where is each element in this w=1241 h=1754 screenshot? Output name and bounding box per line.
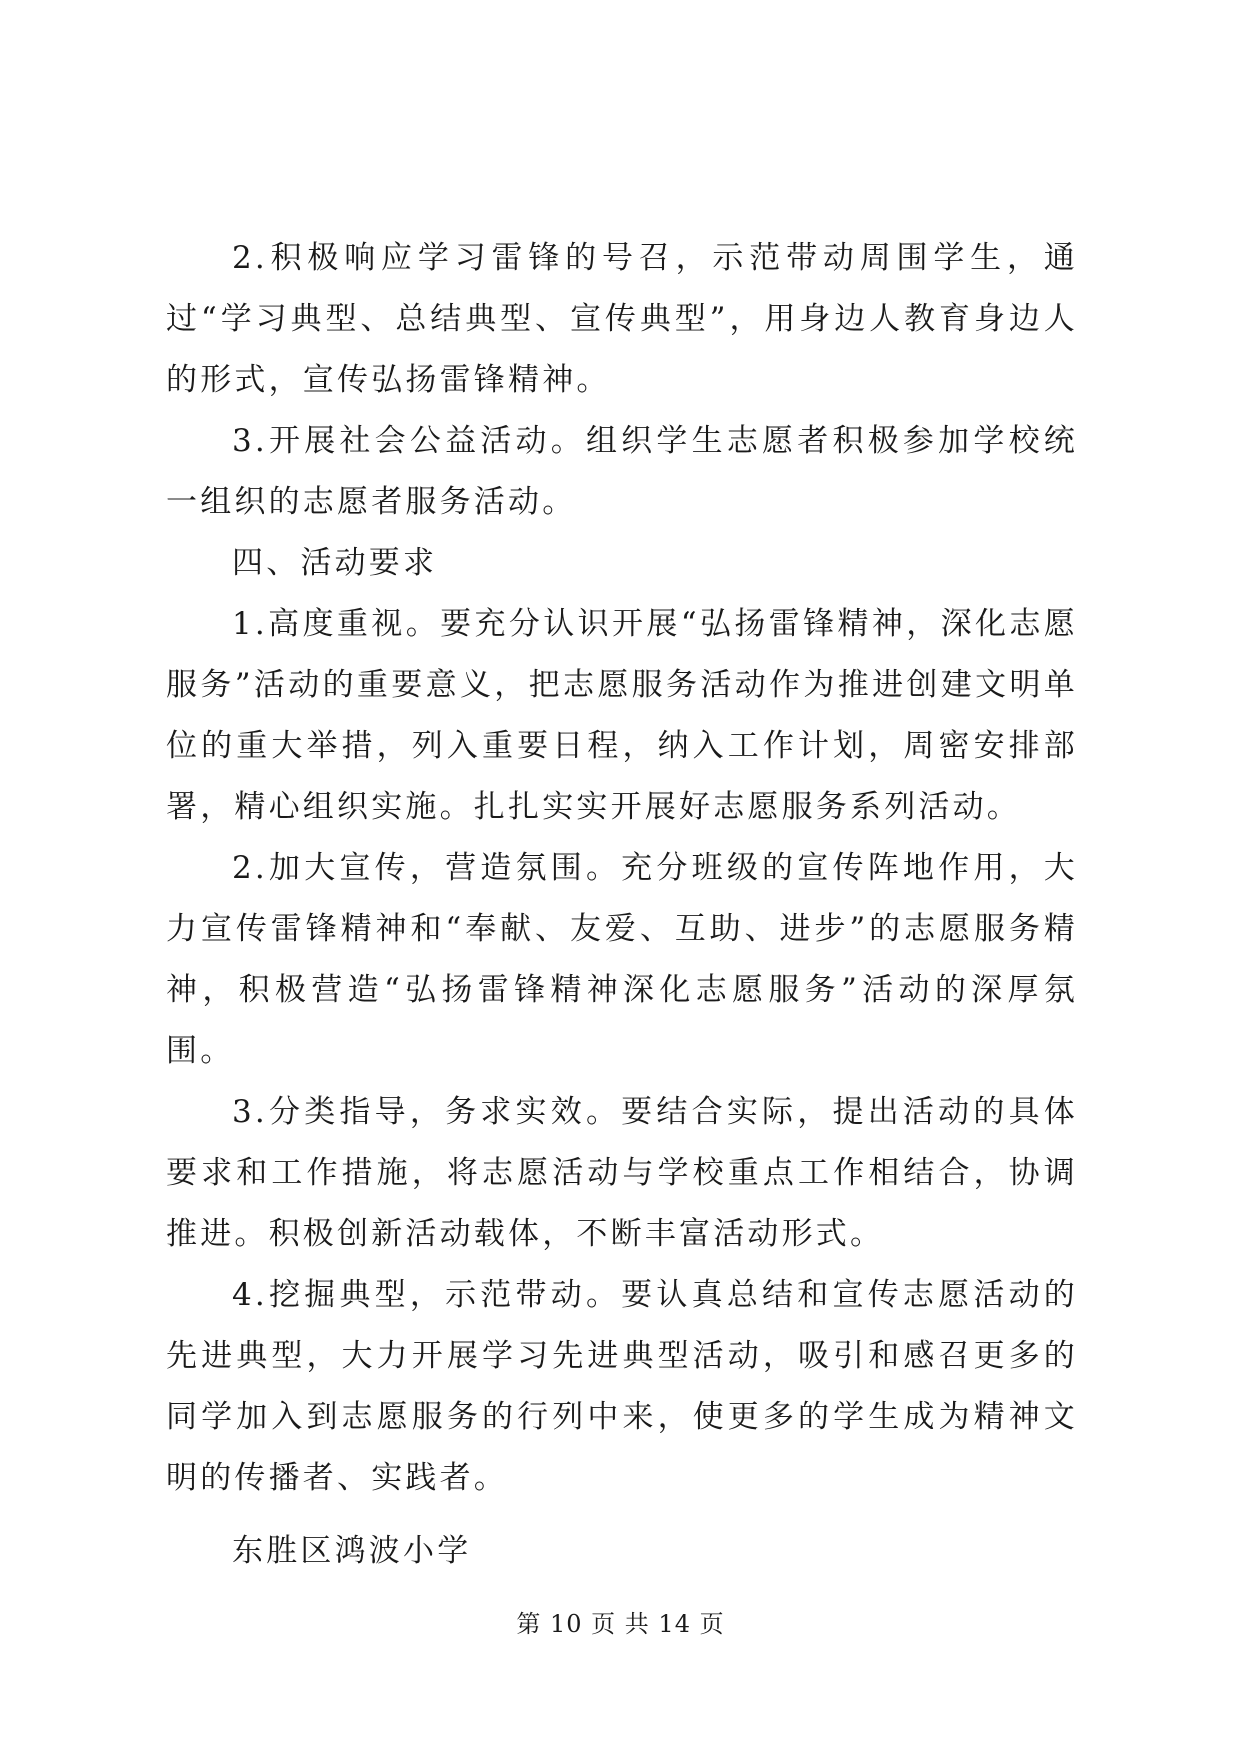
document-body bbox=[166, 228, 1078, 1582]
requirement-paragraph: 3.分类指导，务求实效。要结合实际，提出活动的具体要求和工作措施，将志愿活动与学校重点工作相结合，协调推进。积极创新活动载体，不断丰富活动形式。 bbox=[166, 1094, 1078, 1252]
requirement-paragraph: 1.高度重视。要充分认识开展“弘扬雷锋精神，深化志愿服务”活动的重要意义，把志愿服务活动作为推进创建文明单位的重大举措，列入重要日程，纳入工作计划，周密安排部署，精心组织实施。扎扎实实开展好志愿服务系列活动。 bbox=[166, 606, 1078, 825]
requirement-paragraph: 4.挖掘典型，示范带动。要认真总结和宣传志愿活动的先进典型，大力开展学习先进典型活动，吸引和感召更多的同学加入到志愿服务的行列中来，使更多的学生成为精神文明的传播者、实践者。 bbox=[166, 1277, 1078, 1496]
requirement-paragraph: 2.加大宣传，营造氛围。充分班级的宣传阵地作用，大力宣传雷锋精神和“奉献、友爱、互助、进步”的志愿服务精神，积极营造“弘扬雷锋精神深化志愿服务”活动的深厚氛围。 bbox=[166, 850, 1078, 1069]
paragraph: 2.积极响应学习雷锋的号召，示范带动周围学生，通过“学习典型、总结典型、宣传典型”，用身边人教育身边人的形式，宣传弘扬雷锋精神。 bbox=[166, 240, 1078, 398]
section-heading: 四、活动要求 bbox=[232, 545, 438, 581]
page-footer: 第 10 页 共 14 页 bbox=[516, 1610, 725, 1638]
paragraph: 3.开展社会公益活动。组织学生志愿者积极参加学校统一组织的志愿者服务活动。 bbox=[166, 423, 1078, 520]
signature: 东胜区鸿波小学 bbox=[232, 1533, 472, 1569]
